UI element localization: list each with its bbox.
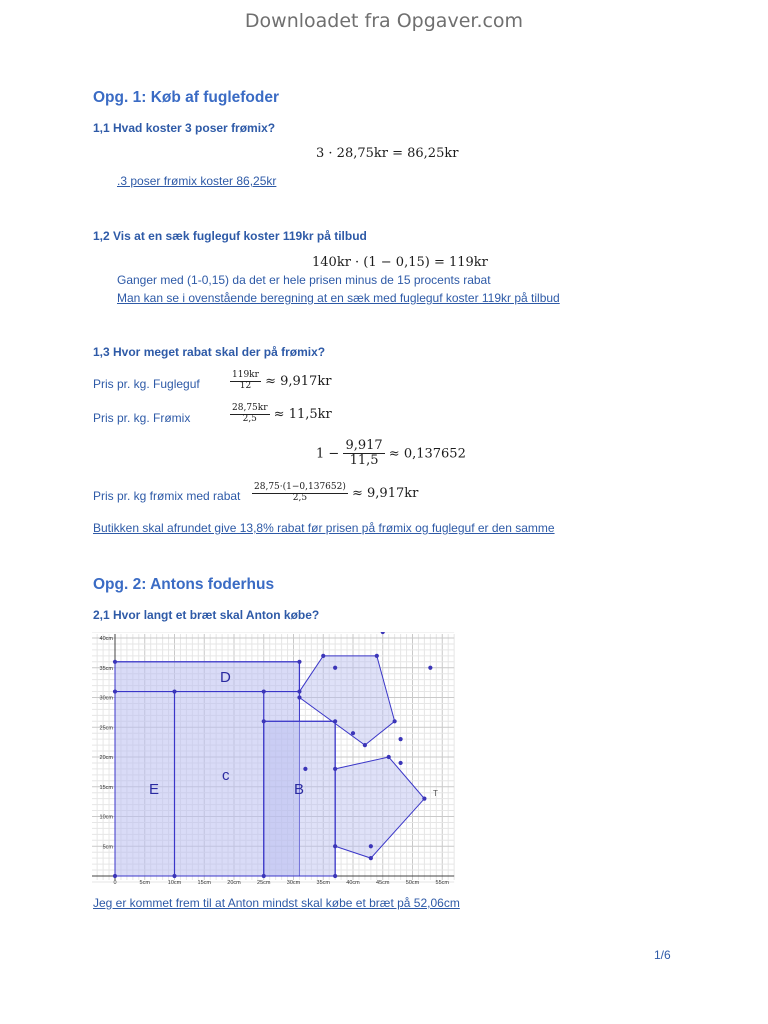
y-tick-label: 15cm xyxy=(99,784,113,791)
y-tick-label: 20cm xyxy=(99,755,113,761)
vertex-point xyxy=(303,767,307,771)
y-tick-label: 5cm xyxy=(102,844,113,851)
vertex-point xyxy=(399,761,403,765)
x-tick-label: 0 xyxy=(113,880,117,884)
region-label-d: D xyxy=(220,669,231,686)
lower-polygon xyxy=(335,757,424,858)
answer-1-2-conclusion: Man kan se i ovenstående beregning at en sæk med fugleguf koster 119kr på tilbud xyxy=(117,291,560,305)
vertex-point xyxy=(399,737,403,741)
vertex-point xyxy=(297,689,301,693)
answer-2-1: Jeg er kommet frem til at Anton mindst skal købe et bræt på 52,06cm xyxy=(93,896,460,910)
formula-result: ≈ 9,917kr xyxy=(265,373,332,389)
x-tick-label: 40cm xyxy=(346,880,360,884)
formula-result: ≈ 0,137652 xyxy=(388,446,466,462)
section-2-title: Opg. 2: Antons foderhus xyxy=(93,576,275,593)
vertex-point xyxy=(321,654,325,658)
vertex-point xyxy=(297,695,301,699)
vertex-point xyxy=(351,731,355,735)
vertex-point xyxy=(333,719,337,723)
region-label-e: E xyxy=(149,781,160,798)
section-1-title: Opg. 1: Køb af fuglefoder xyxy=(93,89,279,106)
rect-b xyxy=(264,721,335,876)
answer-1-1: .3 poser frømix koster 86,25kr xyxy=(117,174,277,188)
x-tick-label: 50cm xyxy=(405,880,420,884)
vertex-point xyxy=(172,874,176,878)
page-number: 1/6 xyxy=(654,948,671,962)
y-tick-label: 30cm xyxy=(99,695,113,702)
answer-1-2-explanation: Ganger med (1-0,15) da det er hele prisen minus de 15 procents rabat xyxy=(117,273,491,287)
vertex-point xyxy=(262,689,266,693)
formula-prefix: 1 − xyxy=(316,446,340,462)
equation-1-1: 3 · 28,75kr = 86,25kr xyxy=(316,146,459,161)
fraction-denominator: 2,5 xyxy=(292,492,308,503)
x-tick-label: 25cm xyxy=(257,880,271,884)
y-tick-label: 40cm xyxy=(99,636,113,642)
formula-price-fugleguf xyxy=(230,371,331,392)
vertex-point xyxy=(363,743,367,747)
vertex-point xyxy=(387,755,391,759)
answer-1-3: Butikken skal afrundet give 13,8% rabat før prisen på frømix og fugleguf er den samme xyxy=(93,521,555,535)
label-price-discounted: Pris pr. kg frømix med rabat xyxy=(93,489,241,503)
y-tick-label: 25cm xyxy=(99,725,113,732)
vertex-point xyxy=(333,666,337,670)
vertex-point xyxy=(262,719,266,723)
region-label-c: c xyxy=(222,767,230,784)
point-label-t: T xyxy=(433,789,438,798)
fraction-denominator: 2,5 xyxy=(242,413,257,424)
equation-1-2: 140kr · (1 − 0,15) = 119kr xyxy=(312,255,488,270)
question-1-1: 1,1 Hvad koster 3 poser frømix? xyxy=(93,121,276,135)
vertex-point xyxy=(113,689,117,693)
vertex-point xyxy=(113,660,117,664)
fraction-numerator: 28,75·(1−0,137652) xyxy=(254,482,346,492)
question-1-3: 1,3 Hvor meget rabat skal der på frømix? xyxy=(93,345,326,359)
question-2-1: 2,1 Hvor langt et bræt skal Anton købe? xyxy=(93,608,320,622)
x-tick-label: 15cm xyxy=(197,880,211,884)
vertex-point xyxy=(369,856,373,860)
region-label-b: B xyxy=(294,781,305,798)
vertex-point xyxy=(113,874,117,878)
vertex-point xyxy=(333,844,337,848)
formula-result: ≈ 9,917kr xyxy=(352,485,419,501)
fraction-numerator: 28,75kr xyxy=(232,403,268,413)
fraction-numerator: 119kr xyxy=(232,370,259,380)
formula-price-discounted xyxy=(252,483,418,504)
vertex-point xyxy=(375,654,379,658)
vertex-point xyxy=(297,660,301,664)
x-tick-label: 20cm xyxy=(227,880,241,884)
x-tick-label: 45cm xyxy=(376,880,390,884)
x-tick-label: 55cm xyxy=(435,880,449,884)
x-tick-label: 5cm xyxy=(139,880,150,884)
x-tick-label: 10cm xyxy=(167,880,182,884)
vertex-point xyxy=(381,632,385,634)
figure-shapes xyxy=(113,632,433,878)
y-tick-label: 10cm xyxy=(99,814,113,821)
vertex-point xyxy=(393,719,397,723)
vertex-point xyxy=(172,689,176,693)
vertex-point xyxy=(428,666,432,670)
question-1-2: 1,2 Vis at en sæk fugleguf koster 119kr på tilbud xyxy=(93,229,367,243)
fraction-numerator: 9,917 xyxy=(345,438,383,453)
vertex-point xyxy=(262,874,266,878)
formula-result: ≈ 11,5kr xyxy=(273,406,332,422)
vertex-point xyxy=(369,844,373,848)
fraction-denominator: 11,5 xyxy=(349,453,379,469)
fraction-denominator: 12 xyxy=(239,380,252,391)
foderhus-figure xyxy=(90,632,462,884)
rect-d xyxy=(115,662,299,692)
vertex-point xyxy=(333,874,337,878)
label-price-fromix: Pris pr. kg. Frømix xyxy=(93,411,191,425)
x-tick-label: 35cm xyxy=(316,880,330,884)
download-header: Downloadet fra Opgaver.com xyxy=(244,10,524,32)
formula-discount xyxy=(316,439,466,469)
label-price-fugleguf: Pris pr. kg. Fugleguf xyxy=(93,377,200,391)
formula-price-fromix xyxy=(230,404,332,425)
y-tick-label: 35cm xyxy=(99,665,113,672)
vertex-point xyxy=(422,797,426,801)
x-tick-label: 30cm xyxy=(286,880,301,884)
vertex-point xyxy=(333,767,337,771)
